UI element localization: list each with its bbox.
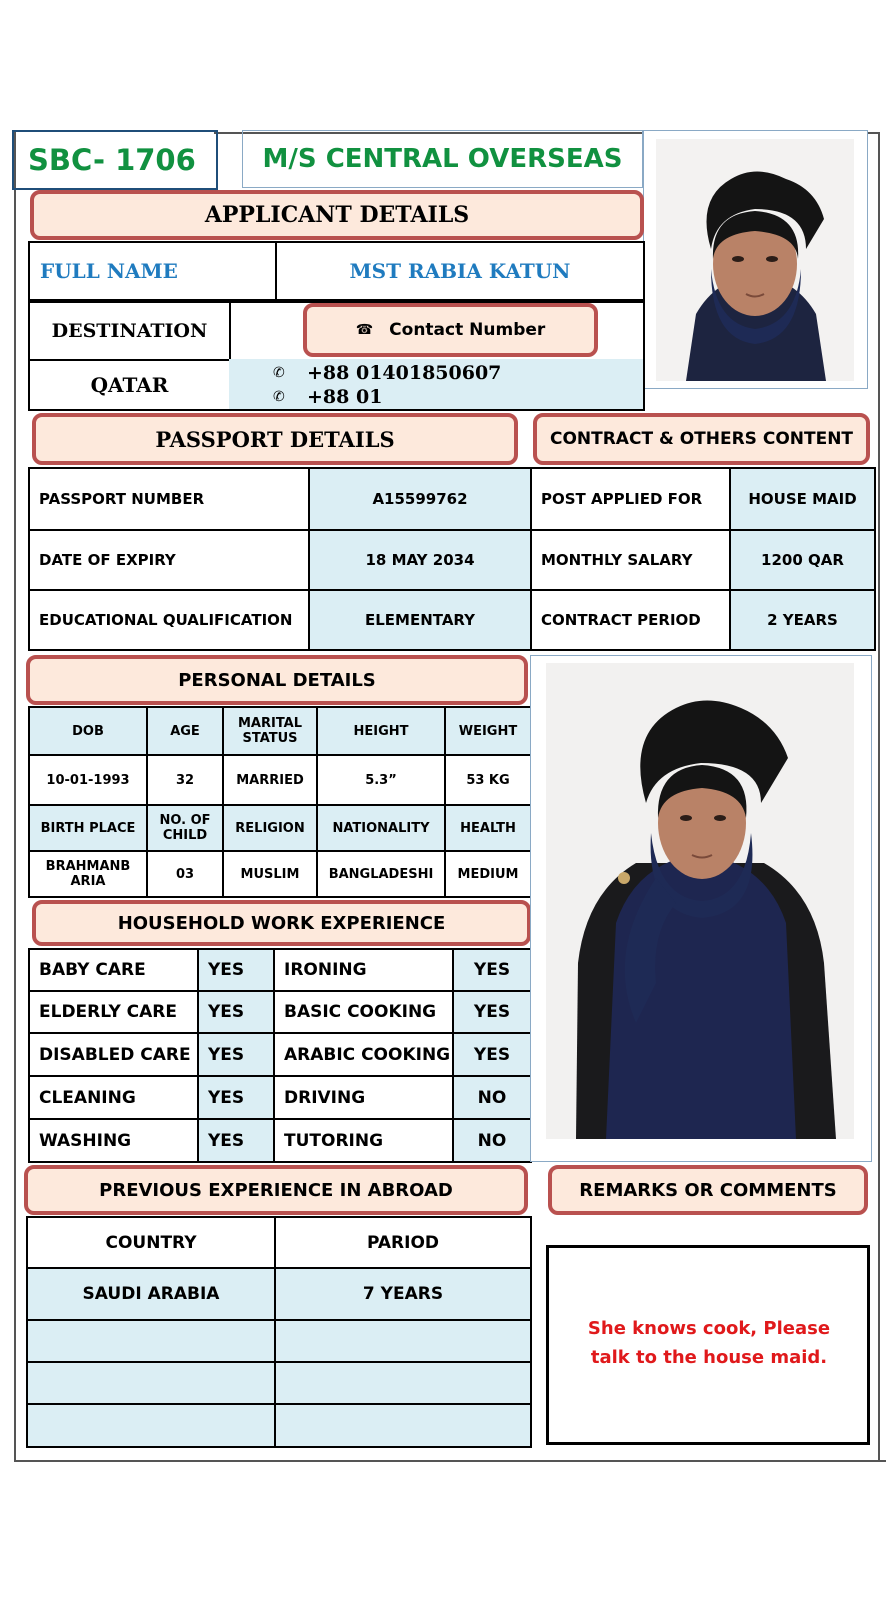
contract-value: 1200 QAR [730,530,875,590]
period-value [275,1320,531,1362]
table-row [29,949,531,991]
full-name-label: FULL NAME [28,241,277,301]
previous-experience-table [26,1216,532,1448]
phone-number-2: +88 01 [307,386,383,408]
phone-icon: ✆ [273,389,285,405]
contract-label: MONTHLY SALARY [531,530,730,590]
country-value [27,1362,275,1404]
contract-label: POST APPLIED FOR [531,468,730,530]
skill-value: YES [198,1033,274,1076]
passport-label: DATE OF EXPIRY [29,530,309,590]
full-name-value: MST RABIA KATUN [275,241,645,301]
skill-label: DRIVING [274,1076,453,1119]
applicant-details-header: APPLICANT DETAILS [30,190,644,240]
table-row [29,530,875,590]
skill-value: NO [453,1076,531,1119]
height-header: HEIGHT [317,707,445,755]
table-row [29,1119,531,1162]
table-row [29,468,875,530]
table-row [27,1320,531,1362]
birth-place-header: BIRTH PLACE [29,805,147,851]
country-header: COUNTRY [27,1217,275,1268]
passport-label: EDUCATIONAL QUALIFICATION [29,590,309,650]
country-value [27,1320,275,1362]
phone-line-2 [273,385,613,409]
skill-value: YES [453,991,531,1033]
skill-label: IRONING [274,949,453,991]
period-value: 7 YEARS [275,1268,531,1320]
destination-value: QATAR [28,359,231,411]
dob-header: DOB [29,707,147,755]
weight-header: WEIGHT [445,707,531,755]
marital-status-header: MARITAL STATUS [223,707,317,755]
remarks-header: REMARKS OR COMMENTS [548,1165,868,1215]
table-row [29,851,531,897]
table-row [29,805,531,851]
contract-value: 2 YEARS [730,590,875,650]
skill-value: YES [198,1076,274,1119]
religion-value: MUSLIM [223,851,317,897]
destination-label: DESTINATION [28,301,231,361]
phones-cell [229,359,645,411]
nationality-value: BANGLADESHI [317,851,445,897]
health-header: HEALTH [445,805,531,851]
personal-details-table [28,706,532,898]
children-header: NO. OF CHILD [147,805,223,851]
children-value: 03 [147,851,223,897]
religion-header: RELIGION [223,805,317,851]
remarks-text: She knows cook, Please talk to the house maid. [587,1318,831,1368]
personal-details-header: PERSONAL DETAILS [26,655,528,705]
age-header: AGE [147,707,223,755]
contact-number-header [303,303,598,357]
passport-value: ELEMENTARY [309,590,531,650]
health-value: MEDIUM [445,851,531,897]
contract-header: CONTRACT & OTHERS CONTENT [533,413,870,465]
table-row [29,991,531,1033]
phone-number-1: +88 01401850607 [307,362,502,384]
country-value: SAUDI ARABIA [27,1268,275,1320]
previous-experience-header: PREVIOUS EXPERIENCE IN ABROAD [24,1165,528,1215]
skill-value: YES [198,991,274,1033]
skill-label: BABY CARE [29,949,198,991]
contract-value: HOUSE MAID [730,468,875,530]
skill-label: DISABLED CARE [29,1033,198,1076]
skill-value: YES [198,1119,274,1162]
skill-label: BASIC COOKING [274,991,453,1033]
ref-code: SBC- 1706 [12,130,218,190]
table-row [29,755,531,805]
applicant-photo-top [656,139,854,381]
country-value [27,1404,275,1447]
skill-label: ELDERLY CARE [29,991,198,1033]
skill-label: TUTORING [274,1119,453,1162]
passport-label: PASSPORT NUMBER [29,468,309,530]
household-header: HOUSEHOLD WORK EXPERIENCE [32,900,531,946]
passport-contract-table [28,467,876,651]
table-row [29,707,531,755]
table-row [29,1033,531,1076]
skill-label: WASHING [29,1119,198,1162]
marital-status-value: MARRIED [223,755,317,805]
remarks-box [546,1245,870,1445]
dob-value: 10-01-1993 [29,755,147,805]
skill-value: YES [453,949,531,991]
telephone-icon: ☎ [355,322,374,338]
age-value: 32 [147,755,223,805]
passport-value: A15599762 [309,468,531,530]
table-row [29,1076,531,1119]
table-row [27,1217,531,1268]
table-row [27,1268,531,1320]
skill-value: NO [453,1119,531,1162]
household-table [28,948,532,1163]
skill-value: YES [453,1033,531,1076]
height-value: 5.3” [317,755,445,805]
applicant-photo-main [546,663,854,1139]
period-value [275,1362,531,1404]
table-row [27,1404,531,1447]
contract-label: CONTRACT PERIOD [531,590,730,650]
skill-label: ARABIC COOKING [274,1033,453,1076]
period-value [275,1404,531,1447]
passport-value: 18 MAY 2034 [309,530,531,590]
period-header: PARIOD [275,1217,531,1268]
phone-icon: ✆ [273,365,285,381]
table-row [27,1362,531,1404]
phone-line-1 [273,361,613,385]
table-row [29,590,875,650]
weight-value: 53 KG [445,755,531,805]
passport-details-header: PASSPORT DETAILS [32,413,518,465]
skill-label: CLEANING [29,1076,198,1119]
contact-number-label: Contact Number [389,320,546,340]
skill-value: YES [198,949,274,991]
birth-place-value: BRAHMANB ARIA [29,851,147,897]
page-frame-right [878,132,880,1462]
nationality-header: NATIONALITY [317,805,445,851]
agency-name: M/S CENTRAL OVERSEAS [242,130,643,188]
